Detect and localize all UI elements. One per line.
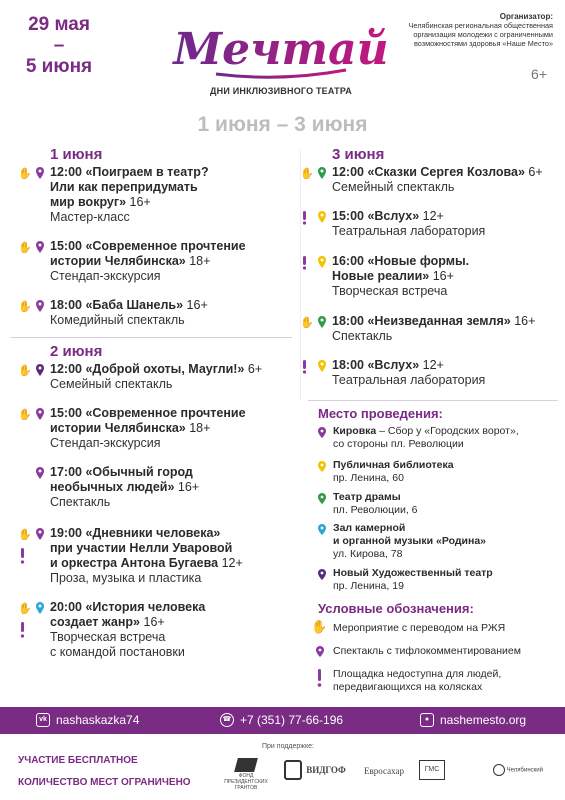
- sign-language-icon: ✋: [311, 619, 328, 634]
- pin-green-icon: [317, 492, 327, 505]
- event-1: ✋ 12:00 «Поиграем в театр? Или как перепридумать мир вокруг» 16+ Мастер-класс: [18, 165, 209, 224]
- svg-text:✋: ✋: [18, 603, 32, 615]
- legend-sign-language: ✋ Мероприятие с переводом на РЖЯ: [311, 619, 506, 634]
- pin-darkpurple-icon: [317, 568, 327, 581]
- svg-text:✋: ✋: [18, 365, 32, 377]
- partner-emblem: [282, 760, 304, 780]
- legend-title: Условные обозначения:: [318, 601, 474, 616]
- location-pin-icon: [36, 300, 44, 312]
- wheelchair-inaccessible-icon: [303, 256, 306, 270]
- logo-lettering: [173, 8, 389, 86]
- festival-logo: [173, 8, 389, 98]
- venue-kirovka: Кировка – Сбор у «Городских ворот», со стороны пл. Революции: [333, 425, 519, 451]
- partner-evrosakhar: Евросахар: [364, 766, 404, 776]
- sign-language-icon: [300, 316, 314, 329]
- venue-separator: [308, 400, 558, 401]
- svg-text:✋: ✋: [300, 168, 314, 180]
- venue-new-art-theatre: Новый Художественный театр пр. Ленина, 19: [333, 567, 493, 593]
- wheelchair-inaccessible-icon: [21, 548, 24, 564]
- contact-bar: [0, 707, 565, 734]
- date-end: 5 июня: [25, 56, 93, 77]
- limited-seats-note: КОЛИЧЕСТВО МЕСТ ОГРАНИЧЕНО: [18, 777, 191, 788]
- organizer-label: Организатор:: [499, 12, 553, 21]
- svg-text:✋: ✋: [18, 409, 32, 421]
- location-pin-icon: [36, 602, 44, 614]
- location-pin-icon: [36, 167, 44, 179]
- day-separator: [10, 337, 292, 338]
- sign-language-icon: [18, 241, 32, 254]
- partner-vidgof: ВИДГОФ: [306, 765, 346, 775]
- pin-blue-icon: [317, 523, 327, 536]
- wheelchair-inaccessible-icon: [303, 211, 306, 225]
- globe-icon: ●: [420, 713, 434, 727]
- svg-text:✋: ✋: [18, 242, 32, 254]
- pin-purple-icon: [317, 426, 327, 439]
- venue-rodina: Зал камерной и органной музыки «Родина» ул. Кирова, 78: [333, 522, 486, 561]
- sign-language-icon: [18, 300, 32, 313]
- event-4: ✋ 12:00 «Доброй охоты, Маугли!» 6+ Семейный спектакль: [18, 362, 263, 391]
- day-heading-2: 2 июня: [50, 343, 103, 360]
- event-5: ✋ 15:00 «Современное прочтение истории Челябинска» 18+ Стендап-экскурсия: [18, 406, 246, 450]
- partner-gms: ГМС: [417, 760, 447, 780]
- svg-text:✋: ✋: [18, 168, 32, 180]
- event-8: ✋ 20:00 «История человека создает жанр» 16+ Творческая встреча с командой постановки: [18, 600, 206, 659]
- sign-language-icon: [18, 528, 32, 541]
- svg-text:✋: ✋: [18, 301, 32, 313]
- venue-drama-theatre: Театр драмы пл. Революции, 6: [333, 491, 418, 517]
- svg-text:✋: ✋: [18, 529, 32, 541]
- support-label: При поддержке:: [262, 743, 314, 750]
- event-6: 17:00 «Обычный город необычных людей» 16+ Спектакль: [50, 465, 199, 510]
- event-9: ✋ 12:00 «Сказки Сергея Козлова» 6+ Семейный спектакль: [300, 165, 543, 194]
- event-11: 16:00 «Новые формы. Новые реалии» 16+ Творческая встреча: [332, 254, 469, 299]
- venues-title: Место проведения:: [318, 406, 443, 421]
- event-12: ✋ 18:00 «Неизведанная земля» 16+ Спектакль: [300, 314, 536, 343]
- event-13: 18:00 «Вслух» 12+ Театральная лаборатория: [332, 358, 485, 388]
- date-range: 1 июня – 3 июня: [197, 113, 368, 136]
- sign-language-icon: [18, 167, 32, 180]
- logo-subtitle: ДНИ ИНКЛЮЗИВНОГО ТЕАТРА: [210, 86, 352, 96]
- location-pin-icon: [318, 360, 326, 372]
- emblem-logo-icon: [284, 760, 302, 780]
- age-rating: 6+: [531, 66, 547, 82]
- location-pin-icon: [36, 408, 44, 420]
- event-7: ✋ 19:00 «Дневники человека» при участии Нелли Уваровой и оркестра Антона Бугаева 12+ Проза, музыка и пластика: [18, 526, 243, 585]
- location-pin-icon: [36, 364, 44, 376]
- grants-fund-logo-icon: [234, 758, 258, 772]
- day-heading-1: 1 июня: [50, 146, 103, 163]
- location-pin-icon: [318, 316, 326, 328]
- event-10: 15:00 «Вслух» 12+ Театральная лаборатория: [332, 209, 485, 239]
- svg-text:✋: ✋: [300, 317, 314, 329]
- phone-link[interactable]: ☎ +7 (351) 77-66-196: [220, 713, 343, 727]
- festival-dates: [14, 14, 104, 77]
- partner-grants-fund: ФОНД ПРЕЗИДЕНТСКИХ ГРАНТОВ: [222, 758, 270, 791]
- venue-library: Публичная библиотека пр. Ленина, 60: [333, 459, 454, 485]
- location-pin-icon: [36, 467, 44, 479]
- event-2: ✋ 15:00 «Современное прочтение истории Челябинска» 18+ Стендап-экскурсия: [18, 239, 246, 283]
- sign-language-icon: [18, 602, 32, 615]
- date-start: 29 мая: [28, 14, 90, 35]
- location-pin-icon: [315, 645, 325, 658]
- svg-text:Мечтай: Мечтай: [173, 24, 389, 75]
- partner-round-logo-icon: [493, 764, 505, 776]
- site-link[interactable]: ● nashemesto.org: [420, 713, 526, 727]
- organizer-block: [378, 12, 553, 48]
- legend-wheelchair: Площадка недоступна для людей, передвигающихся на колясках: [333, 668, 501, 694]
- sign-language-icon: [300, 167, 314, 180]
- pin-yellow-icon: [317, 460, 327, 473]
- date-dash: –: [53, 35, 65, 56]
- day-heading-3: 3 июня: [332, 146, 385, 163]
- location-pin-icon: [318, 167, 326, 179]
- location-pin-icon: [36, 528, 44, 540]
- vk-link[interactable]: vk nashaskazka74: [36, 713, 139, 727]
- location-pin-icon: [36, 241, 44, 253]
- phone-icon: ☎: [220, 713, 234, 727]
- vk-icon: vk: [36, 713, 50, 727]
- wheelchair-inaccessible-icon: [317, 669, 323, 689]
- location-pin-icon: [318, 211, 326, 223]
- sign-language-icon: [18, 364, 32, 377]
- wheelchair-inaccessible-icon: [21, 622, 24, 638]
- free-entry-note: УЧАСТИЕ БЕСПЛАТНОЕ: [18, 755, 138, 766]
- legend-audio-description: Спектакль с тифлокомментированием: [333, 645, 521, 658]
- event-3: ✋ 18:00 «Баба Шанель» 16+ Комедийный спектакль: [18, 298, 208, 327]
- location-pin-icon: [318, 256, 326, 268]
- organizer-text: Челябинская региональная общественная организация молодежи с ограниченными возможностями здоровья «Наше Место»: [408, 21, 553, 48]
- partner-chelyabinsk: Челябинский: [486, 764, 550, 776]
- wheelchair-inaccessible-icon: [303, 360, 306, 374]
- sign-language-icon: [18, 408, 32, 421]
